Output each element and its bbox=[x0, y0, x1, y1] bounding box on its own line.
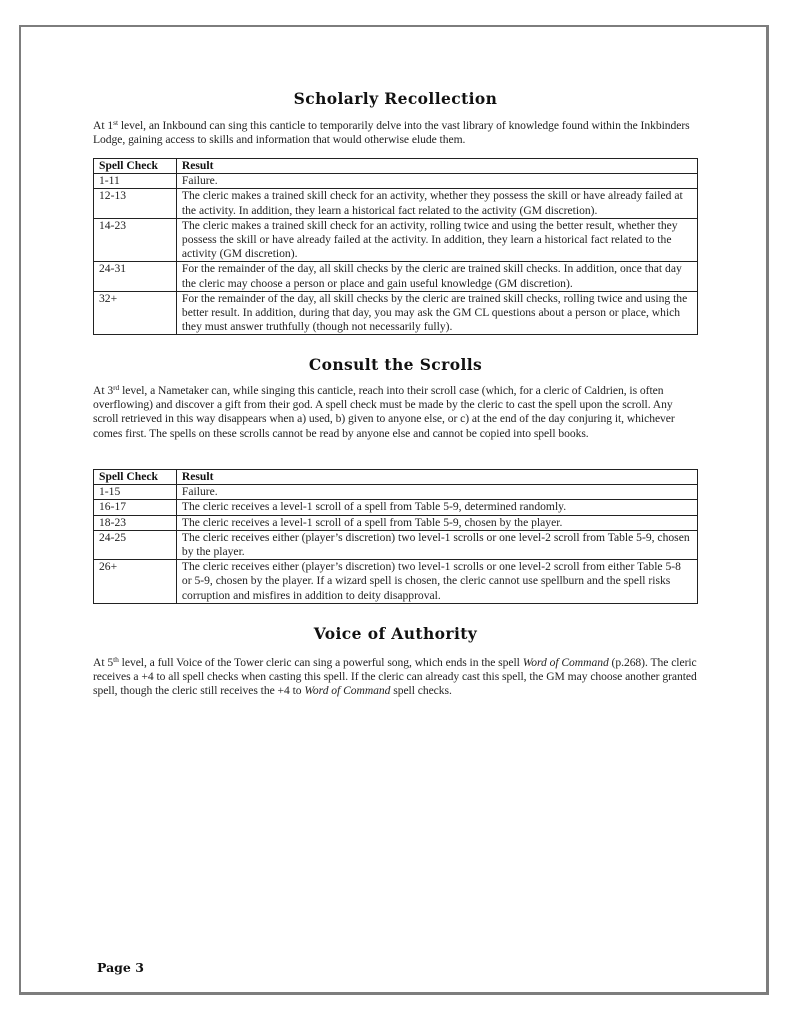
table-row bbox=[94, 291, 698, 335]
spell-result: The cleric receives a level-1 scroll of a spell from Table 5-9, chosen by the player. bbox=[176, 515, 697, 530]
intro-text: level, a Nametaker can, while singing this canticle, reach into their scroll case (which, for a cleric of Caldrien, is often overflowing) and discover a gift from their god. A spell check must be made by the cleric to cast the spell upon the scroll. Any scroll retrieved in this way disappears when a) used, b) given to anyone else, or c) at the end of the day conjuring it, whichever comes first. The spells on these scrolls cannot be read by anyone else and cannot be copied into spell books. bbox=[93, 384, 675, 440]
table-row bbox=[94, 515, 698, 530]
column-header-spell-check: Spell Check bbox=[94, 159, 177, 174]
section-title-consult-the-scrolls: Consult the Scrolls bbox=[308, 355, 483, 374]
spell-check-range: 26+ bbox=[94, 560, 177, 604]
spell-check-range: 1-15 bbox=[94, 485, 177, 500]
section-title-voice-of-authority: Voice of Authority bbox=[313, 624, 478, 643]
table-header-row bbox=[94, 470, 698, 485]
table-row bbox=[94, 218, 698, 262]
spell-check-range: 24-25 bbox=[94, 530, 177, 559]
spell-check-range: 1-11 bbox=[94, 174, 177, 189]
ordinal-suffix: rd bbox=[113, 383, 120, 392]
intro-text: level, an Inkbound can sing this canticle to temporarily delve into the vast library of knowledge found within the Inkbinders Lodge, gaining access to skills and information that would otherwise elude them. bbox=[93, 119, 690, 147]
spell-check-range: 32+ bbox=[94, 291, 177, 335]
table-row bbox=[94, 189, 698, 218]
spell-check-range: 14-23 bbox=[94, 218, 177, 262]
table-row bbox=[94, 262, 698, 291]
spell-result: For the remainder of the day, all skill checks by the cleric are trained skill checks. In addition, once that day the cleric may choose a person or place and gain useful knowledge (GM discretion). bbox=[176, 262, 697, 291]
intro-text: At 1 bbox=[93, 119, 114, 132]
spell-result: The cleric makes a trained skill check for an activity, whether they possess the skill or have already failed at the activity. In addition, they learn a historical fact related to the activity (GM discretion). bbox=[176, 189, 697, 218]
intro-text: At 3 bbox=[93, 384, 114, 397]
column-header-result: Result bbox=[176, 159, 697, 174]
spell-check-table-scholarly-recollection bbox=[93, 158, 698, 335]
section-intro-voice-of-authority bbox=[93, 656, 698, 699]
intro-text: level, a full Voice of the Tower cleric can sing a powerful song, which ends in the spell bbox=[118, 656, 523, 669]
spell-result: The cleric receives either (player’s discretion) two level-1 scrolls or one level-2 scroll from Table 5-9, chosen by the player. bbox=[176, 530, 697, 559]
spell-result: The cleric receives a level-1 scroll of a spell from Table 5-9, determined randomly. bbox=[176, 500, 697, 515]
spell-name: Word of Command bbox=[304, 684, 391, 698]
table-row bbox=[94, 530, 698, 559]
table-row bbox=[94, 560, 698, 604]
table-row bbox=[94, 500, 698, 515]
section-intro-consult-the-scrolls bbox=[93, 384, 698, 441]
spell-check-range: 18-23 bbox=[94, 515, 177, 530]
spell-result: The cleric makes a trained skill check for an activity, rolling twice and using the better result, whether they possess the skill or have already failed at the activity. In addition, they learn a historical fact related to the activity (GM discretion). bbox=[176, 218, 697, 262]
section-title-scholarly-recollection: Scholarly Recollection bbox=[293, 89, 498, 108]
page-number: Page 3 bbox=[97, 960, 144, 975]
spell-check-range: 24-31 bbox=[94, 262, 177, 291]
intro-text: spell checks. bbox=[390, 684, 452, 698]
spell-check-table-consult-the-scrolls bbox=[93, 469, 698, 604]
column-header-spell-check: Spell Check bbox=[94, 470, 177, 485]
intro-text: (p.268). The cleric receives a +4 to all spell checks when casting this spell. If the cleric can already cast this spell, the GM may choose another granted spell, though the cleric still receives the +4 to bbox=[93, 656, 697, 698]
ordinal-suffix: th bbox=[113, 655, 119, 664]
spell-result: The cleric receives either (player’s discretion) two level-1 scrolls or one level-2 scroll from either Table 5-8 or 5-9, chosen by the player. If a wizard spell is chosen, the cleric cannot use spellburn and the spell risks corruption and misfires in addition to deity disapproval. bbox=[176, 560, 697, 604]
table-row bbox=[94, 485, 698, 500]
spell-result: Failure. bbox=[176, 174, 697, 189]
table-row bbox=[94, 174, 698, 189]
section-intro-scholarly-recollection bbox=[93, 119, 698, 147]
ordinal-suffix: st bbox=[113, 118, 118, 127]
table-header-row bbox=[94, 159, 698, 174]
spell-result: Failure. bbox=[176, 485, 697, 500]
intro-text: At 5 bbox=[93, 656, 114, 669]
spell-name: Word of Command bbox=[522, 656, 609, 669]
spell-result: For the remainder of the day, all skill checks by the cleric are trained skill checks, rolling twice and using the better result. In addition, during that day, you may ask the GM CL questions about a person or place, which they must answer truthfully (though not necessarily fully). bbox=[176, 291, 697, 335]
column-header-result: Result bbox=[176, 470, 697, 485]
spell-check-range: 12-13 bbox=[94, 189, 177, 218]
spell-check-range: 16-17 bbox=[94, 500, 177, 515]
